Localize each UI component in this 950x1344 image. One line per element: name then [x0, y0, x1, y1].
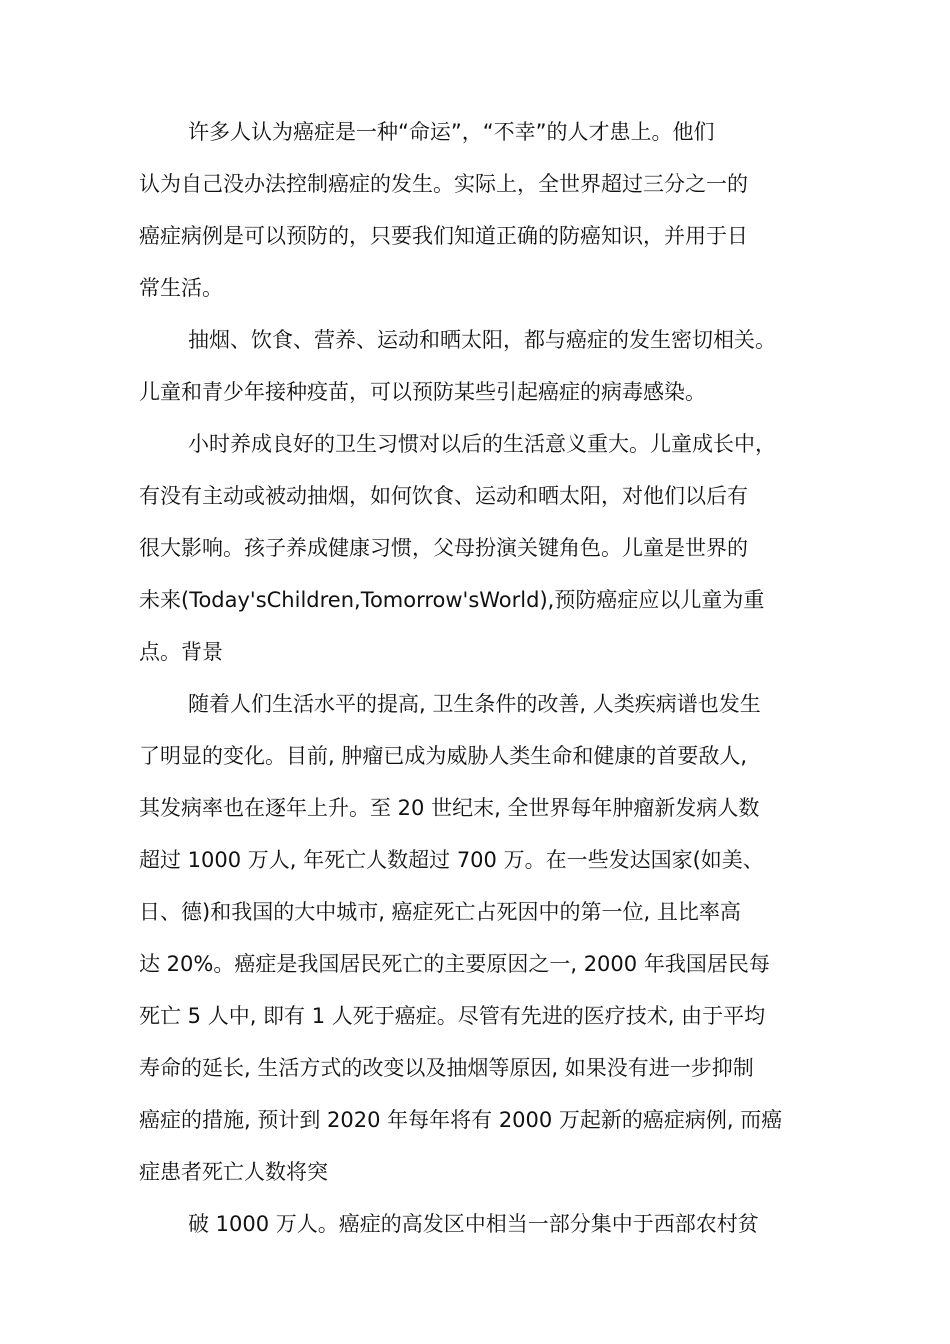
text-line: 很大影响。孩子养成健康习惯，父母扮演关键角色。儿童是世界的: [139, 536, 748, 560]
text-line: 超过 1000 万人, 年死亡人数超过 700 万。在一些发达国家(如美、: [139, 848, 764, 872]
text-line: 寿命的延长, 生活方式的改变以及抽烟等原因, 如果没有进一步抑制: [139, 1056, 754, 1080]
text-line: 了明显的变化。目前, 肿瘤已成为威胁人类生命和健康的首要敌人,: [139, 744, 748, 768]
text-line: 其发病率也在逐年上升。至 20 世纪末, 全世界每年肿瘤新发病人数: [139, 796, 760, 820]
text-line: 认为自己没办法控制癌症的发生。实际上，全世界超过三分之一的: [139, 172, 748, 196]
text-line: 达 20%。癌症是我国居民死亡的主要原因之一, 2000 年我国居民每: [139, 952, 770, 976]
paragraph-2: [139, 316, 839, 420]
text-line: 常生活。: [139, 276, 223, 300]
text-line: 死亡 5 人中, 即有 1 人死于癌症。尽管有先进的医疗技术, 由于平均: [139, 1004, 766, 1028]
text-line: 症患者死亡人数将突: [139, 1160, 328, 1184]
document-body: [139, 108, 839, 1252]
text-line: 日、德)和我国的大中城市, 癌症死亡占死因中的第一位, 且比率高: [139, 900, 741, 924]
text-line: 抽烟、饮食、营养、运动和晒太阳，都与癌症的发生密切相关。: [188, 328, 776, 352]
paragraph-3: [139, 420, 839, 680]
paragraph-1: [139, 108, 839, 316]
text-line: 儿童和青少年接种疫苗，可以预防某些引起癌症的病毒感染。: [139, 380, 706, 404]
text-line: 癌症病例是可以预防的，只要我们知道正确的防癌知识，并用于日: [139, 224, 748, 248]
text-line: 未来(Today'sChildren,Tomorrow'sWorld),预防癌症应以儿童为重: [139, 588, 765, 612]
text-line: 有没有主动或被动抽烟，如何饮食、运动和晒太阳，对他们以后有: [139, 484, 748, 508]
paragraph-5: [139, 1200, 839, 1252]
text-line: 小时养成良好的卫生习惯对以后的生活意义重大。儿童成长中，: [188, 432, 776, 456]
paragraph-4: [139, 680, 839, 1200]
text-line: 破 1000 万人。癌症的高发区中相当一部分集中于西部农村贫: [188, 1212, 759, 1236]
text-line: 癌症的措施, 预计到 2020 年每年将有 2000 万起新的癌症病例, 而癌: [139, 1108, 783, 1132]
text-line: 许多人认为癌症是一种“命运”，“不幸”的人才患上。他们: [188, 120, 715, 144]
text-line: 点。背景: [139, 640, 223, 664]
text-line: 随着人们生活水平的提高, 卫生条件的改善, 人类疾病谱也发生: [188, 692, 761, 716]
